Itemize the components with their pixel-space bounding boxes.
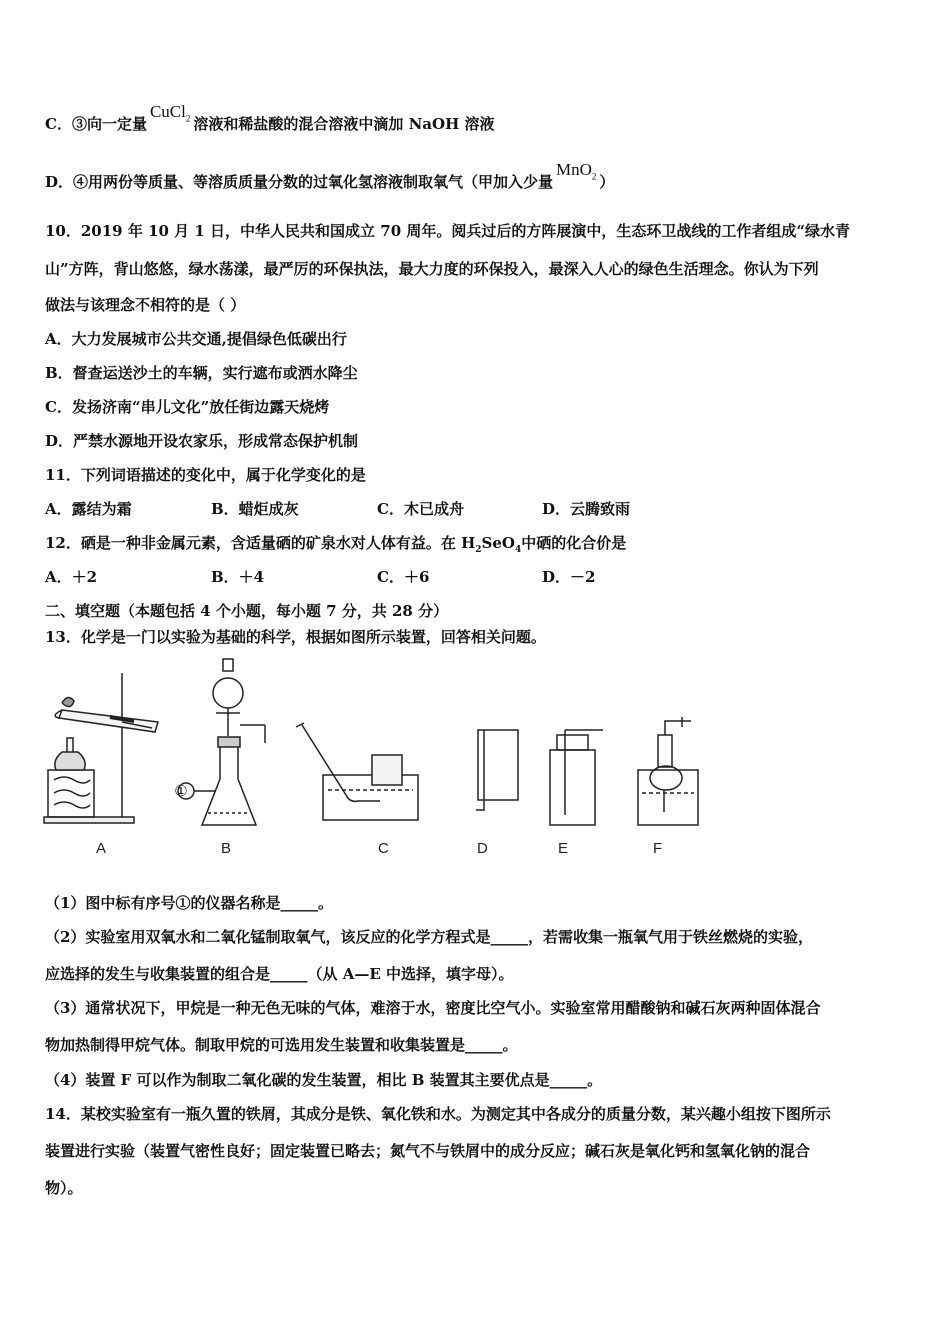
q13-stem: 13．化学是一门以实验为基础的科学，根据如图所示装置，回答相关问题。: [45, 628, 546, 646]
label-b: B: [221, 840, 232, 857]
label-d: D: [477, 840, 488, 857]
apparatus-c: [296, 723, 418, 820]
section-heading: 二、填空题（本题包括 4 个小题，每小题 7 分，共 28 分）: [45, 602, 449, 620]
q12-option-d: D．－2: [542, 568, 596, 586]
label-c: C: [378, 840, 389, 857]
q12-sub2: 4: [515, 545, 522, 555]
q12-option-c: C．＋6: [377, 568, 430, 586]
option-d-prev: [45, 160, 615, 198]
q14-stem-line3: 物）。: [45, 1179, 83, 1197]
q13-part3-line1: （3）通常状况下，甲烷是一种无色无味的气体，难溶于水，密度比空气小。实验室常用醋酸钠和碱石灰两种固体混合: [45, 999, 821, 1017]
q14-stem-line2: 装置进行实验（装置气密性良好；固定装置已略去；氮气不与铁屑中的成分反应；碱石灰是氧化钙和氢氧化钠的混合: [45, 1142, 811, 1160]
formula-main: CuCl: [149, 102, 186, 121]
apparatus-e: [550, 730, 603, 825]
q10-option-c: C．发扬济南“串儿文化”放任街边露天烧烤: [45, 398, 330, 416]
q11-option-c: C．木已成舟: [377, 500, 464, 518]
marker-1: ①: [174, 783, 188, 800]
q12-option-a: A．＋2: [45, 568, 98, 586]
option-c-text: C．③向一定量: [45, 115, 147, 133]
q11-stem: 11．下列词语描述的变化中，属于化学变化的是: [45, 466, 366, 484]
q11-option-b: B．蜡炬成灰: [211, 500, 299, 518]
label-e: E: [558, 840, 569, 857]
q10-option-d: D．严禁水源地开设农家乐，形成常态保护机制: [45, 432, 359, 450]
q12-stem-post: 中硒的化合价是: [521, 534, 627, 552]
apparatus-b: [178, 659, 265, 825]
formula-subscript: 2: [591, 171, 597, 182]
q14-stem-line1: 14．某校实验室有一瓶久置的铁屑，其成分是铁、氧化铁和水。为测定其中各成分的质量分数，某兴趣小组按下图所示: [45, 1105, 831, 1123]
q10-stem-line3: 做法与该理念不相符的是（ ）: [45, 296, 246, 314]
q12-stem: [45, 533, 626, 560]
option-d-text: D．④用两份等质量、等溶质质量分数的过氧化氢溶液制取氧气（甲加入少量: [45, 173, 554, 191]
q13-part3-line2: 物加热制得甲烷气体。制取甲烷的可选用发生装置和收集装置是_____。: [45, 1036, 518, 1054]
q10-option-a: A．大力发展城市公共交通,提倡绿色低碳出行: [45, 330, 347, 348]
option-c-prev: [45, 102, 495, 140]
q13-part2-line2: 应选择的发生与收集装置的组合是_____（从 A—E 中选择，填字母）。: [45, 965, 514, 983]
q11-option-a: A．露结为霜: [45, 500, 132, 518]
apparatus-d: [476, 730, 518, 810]
q12-stem-pre: 12．硒是一种非金属元素，含适量硒的矿泉水对人体有益。在 H: [45, 534, 476, 552]
label-f: F: [653, 840, 663, 857]
q12-stem-mid: SeO: [481, 534, 515, 552]
q13-part4: （4）装置 F 可以作为制取二氧化碳的发生装置，相比 B 装置其主要优点是_____。: [45, 1071, 603, 1089]
label-a: A: [96, 840, 107, 857]
apparatus-a: [44, 673, 158, 823]
option-c-text-post: 溶液和稀盐酸的混合溶液中滴加 NaOH 溶液: [193, 115, 495, 133]
q10-stem-line1: 10．2019 年 10 月 1 日，中华人民共和国成立 70 周年。阅兵过后的方阵展演中，生态环卫战线的工作者组成“绿水青: [45, 222, 850, 240]
formula-main: MnO: [556, 160, 592, 179]
formula-mno2: [556, 160, 597, 182]
q12-option-b: B．＋4: [211, 568, 265, 586]
apparatus-figure: [40, 655, 720, 865]
q13-part1: （1）图中标有序号①的仪器名称是_____。: [45, 894, 333, 912]
formula-subscript: 2: [185, 113, 191, 124]
option-d-text-post: ）: [599, 173, 615, 191]
q12-sub1: 2: [475, 545, 482, 555]
formula-cucl2: [149, 102, 191, 124]
q11-option-d: D．云腾致雨: [542, 500, 631, 518]
apparatus-f: [638, 717, 698, 825]
q10-stem-line2: 山”方阵，背山悠悠，绿水荡漾，最严厉的环保执法，最大力度的环保投入，最深入人心的绿色生活理念。你认为下列: [45, 260, 819, 278]
q10-option-b: B．督查运送沙土的车辆，实行遮布或洒水降尘: [45, 364, 358, 382]
q13-part2-line1: （2）实验室用双氧水和二氧化锰制取氧气，该反应的化学方程式是_____，若需收集一瓶氧气用于铁丝燃烧的实验，: [45, 928, 813, 946]
